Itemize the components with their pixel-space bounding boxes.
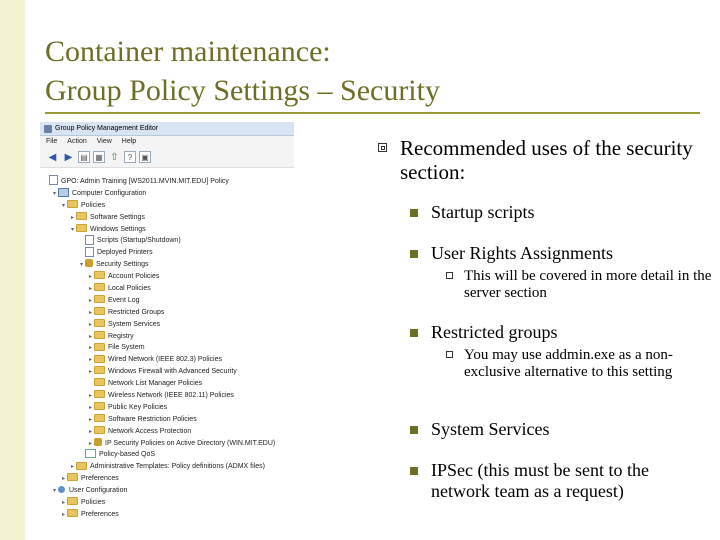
policy-tree [40, 176, 294, 521]
expanded-arrow-icon[interactable]: ▾ [79, 262, 83, 269]
tree-node-label: System Services [108, 320, 161, 328]
folder-icon [67, 200, 78, 208]
sub-bullet-user-rights: This will be covered in more detail in the server section [464, 268, 712, 301]
tree-node-label: Network Access Protection [108, 427, 192, 435]
collapsed-arrow-icon[interactable]: ▸ [88, 393, 92, 400]
tree-node-label: Windows Settings [90, 225, 146, 233]
collapsed-arrow-icon[interactable]: ▸ [88, 333, 92, 340]
gpme-app-icon [44, 125, 52, 133]
folder-icon [94, 307, 105, 315]
back-arrow-icon[interactable]: ◀ [48, 151, 57, 163]
lock-icon [85, 259, 93, 267]
tree-node[interactable] [40, 319, 294, 331]
collapsed-arrow-icon[interactable]: ▸ [61, 511, 65, 518]
expanded-arrow-icon[interactable]: ▾ [61, 202, 65, 209]
folder-icon [94, 366, 105, 374]
tree-node[interactable] [40, 271, 294, 283]
sub-bullet-marker-icon [446, 272, 453, 279]
folder-icon [94, 414, 105, 422]
up-folder-icon[interactable]: ▤ [78, 151, 90, 163]
folder-icon [76, 224, 87, 232]
computer-icon [58, 188, 69, 197]
tree-node-label: Software Restriction Policies [108, 415, 197, 423]
tree-node[interactable] [40, 402, 294, 414]
bullet-marker-icon [410, 329, 418, 337]
tree-node[interactable] [40, 485, 294, 497]
sub-bullet-restricted-groups: You may use addmin.exe as a non-exclusive alternative to this setting [464, 347, 673, 380]
slide-title-line-2: Group Policy Settings – Security [45, 74, 440, 107]
folder-icon [94, 331, 105, 339]
slide-title-line-1: Container maintenance: [45, 35, 331, 68]
collapsed-arrow-icon[interactable]: ▸ [88, 416, 92, 423]
tree-node[interactable] [40, 509, 294, 521]
bullet-startup-scripts: Startup scripts [431, 202, 535, 222]
folder-icon [94, 378, 105, 386]
tree-node[interactable] [40, 259, 294, 271]
square-bullet-icon [378, 143, 387, 152]
left-accent-stripe [0, 0, 25, 540]
collapsed-arrow-icon[interactable]: ▸ [61, 476, 65, 483]
folder-icon [94, 283, 105, 291]
folder-icon [67, 497, 78, 505]
tree-node[interactable] [40, 378, 294, 390]
tree-node-label: Software Settings [90, 213, 145, 221]
bullet-marker-icon [410, 250, 418, 258]
collapsed-arrow-icon[interactable]: ▸ [88, 440, 92, 447]
gpme-menubar [40, 136, 294, 147]
menu-file[interactable]: File [46, 138, 58, 145]
main-bullet-text: Recommended uses of the security section: [400, 136, 693, 184]
collapsed-arrow-icon[interactable]: ▸ [88, 309, 92, 316]
tree-node-label: GPO: Admin Training [WS2011.MVIN.MIT.EDU] Policy [61, 178, 229, 185]
tree-node-label: Preferences [81, 475, 119, 483]
tree-node-label: IP Security Policies on Active Directory (WIN.MIT.EDU) [105, 439, 276, 447]
tree-node-label: Wireless Network (IEEE 802.11) Policies [108, 392, 234, 400]
bullet-marker-icon [410, 467, 418, 475]
tree-node-label: Restricted Groups [108, 308, 165, 316]
folder-icon [94, 426, 105, 434]
menu-view[interactable]: View [96, 138, 112, 145]
tree-node[interactable] [40, 354, 294, 366]
expanded-arrow-icon[interactable]: ▾ [70, 226, 74, 233]
tree-node-label: Computer Configuration [72, 189, 147, 197]
folder-icon [94, 390, 105, 398]
bullet-restricted-groups: Restricted groups [431, 322, 558, 342]
tree-node-label: Preferences [81, 510, 119, 518]
tree-node[interactable] [40, 188, 294, 200]
tree-node[interactable] [40, 390, 294, 402]
folder-icon [94, 355, 105, 363]
folder-icon [94, 295, 105, 303]
export-list-icon[interactable]: ⇧ [110, 151, 119, 163]
folder-icon [76, 212, 87, 220]
tree-node[interactable] [40, 414, 294, 426]
tree-node[interactable] [40, 307, 294, 319]
collapsed-arrow-icon[interactable]: ▸ [88, 428, 92, 435]
collapsed-arrow-icon[interactable]: ▸ [88, 297, 92, 304]
doc-icon [85, 235, 94, 245]
tree-node[interactable] [40, 247, 294, 259]
tree-node-label: File System [108, 344, 145, 352]
tree-node[interactable] [40, 283, 294, 295]
tree-node-label: Windows Firewall with Advanced Security [108, 368, 237, 376]
tree-node-label: Policy-based QoS [99, 451, 156, 459]
tree-node[interactable] [40, 176, 294, 188]
tree-node-label: User Configuration [69, 487, 128, 495]
tree-node-label: Policies [81, 499, 106, 507]
sub-bullet-marker-icon [446, 351, 453, 358]
bullet-marker-icon [410, 209, 418, 217]
tree-node[interactable] [40, 342, 294, 354]
folder-icon [76, 462, 87, 470]
tree-node[interactable] [40, 295, 294, 307]
properties-icon[interactable]: ? [124, 151, 136, 163]
collapsed-arrow-icon[interactable]: ▸ [88, 404, 92, 411]
tree-node[interactable] [40, 438, 294, 450]
tree-node[interactable] [40, 497, 294, 509]
tree-node-label: Local Policies [108, 285, 151, 293]
collapsed-arrow-icon[interactable]: ▸ [88, 286, 92, 293]
bullet-system-services: System Services [431, 419, 550, 439]
bullet-marker-icon [410, 426, 418, 434]
menu-action[interactable]: Action [67, 138, 87, 145]
collapsed-arrow-icon[interactable]: ▸ [88, 274, 92, 281]
folder-icon [67, 509, 78, 517]
folder-icon [94, 343, 105, 351]
tree-node[interactable] [40, 212, 294, 224]
collapsed-arrow-icon[interactable]: ▸ [88, 357, 92, 364]
expanded-arrow-icon[interactable]: ▾ [52, 488, 56, 495]
tree-node[interactable] [40, 366, 294, 378]
tree-node-label: Account Policies [108, 273, 160, 281]
doc-icon [85, 247, 94, 257]
show-hide-tree-icon[interactable]: ▦ [93, 151, 105, 163]
bullet-user-rights: User Rights Assignments [431, 243, 614, 263]
tree-node-label: Administrative Templates: Policy definitions (ADMX files) [90, 463, 265, 471]
tree-node[interactable] [40, 461, 294, 473]
slide-title [45, 32, 705, 110]
expanded-arrow-icon[interactable]: ▾ [52, 190, 56, 197]
gpme-window [40, 122, 294, 540]
bullet-ipsec: IPSec (this must be sent to the network team as a request) [431, 460, 649, 501]
gpme-window-title: Group Policy Management Editor [55, 125, 159, 132]
collapsed-arrow-icon[interactable]: ▸ [70, 214, 74, 221]
user-icon [58, 486, 65, 493]
lock-icon [94, 438, 102, 446]
tree-node-label: Registry [108, 332, 134, 340]
tree-node[interactable] [40, 426, 294, 438]
title-divider [45, 112, 700, 114]
gpme-toolbar [40, 147, 294, 168]
chart-icon [85, 449, 96, 458]
tree-node-label: Network List Manager Policies [108, 380, 203, 388]
tree-node-label: Scripts (Startup/Shutdown) [97, 237, 181, 245]
tree-node-label: Wired Network (IEEE 802.3) Policies [108, 356, 222, 364]
collapsed-arrow-icon[interactable]: ▸ [88, 369, 92, 376]
collapsed-arrow-icon[interactable]: ▸ [88, 345, 92, 352]
tree-node-label: Security Settings [96, 261, 149, 269]
tree-node[interactable] [40, 200, 294, 212]
collapsed-arrow-icon[interactable]: ▸ [61, 500, 65, 507]
folder-icon [94, 319, 105, 327]
folder-icon [94, 402, 105, 410]
menu-help[interactable]: Help [121, 138, 137, 145]
tree-node[interactable] [40, 449, 294, 461]
collapsed-arrow-icon[interactable]: ▸ [70, 464, 74, 471]
help-icon[interactable]: ▣ [139, 151, 151, 163]
tree-node-label: Policies [81, 201, 106, 209]
tree-node-label: Public Key Policies [108, 403, 168, 411]
collapsed-arrow-icon[interactable]: ▸ [88, 321, 92, 328]
folder-icon [67, 473, 78, 481]
tree-node[interactable] [40, 224, 294, 236]
doc-icon [49, 175, 58, 185]
gpme-titlebar [40, 122, 294, 136]
tree-node[interactable] [40, 473, 294, 485]
folder-icon [94, 271, 105, 279]
forward-arrow-icon[interactable]: ▶ [64, 151, 73, 163]
tree-node-label: Deployed Printers [97, 249, 153, 257]
tree-node[interactable] [40, 235, 294, 247]
tree-node-label: Event Log [108, 296, 140, 304]
tree-node[interactable] [40, 331, 294, 343]
